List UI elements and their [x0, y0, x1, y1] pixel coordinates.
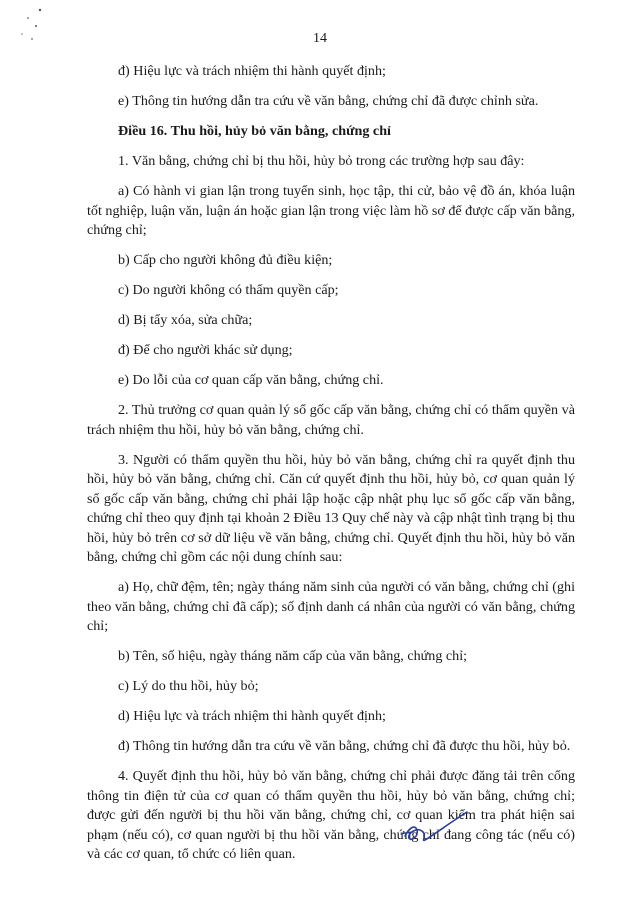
- paragraph: d) Hiệu lực và trách nhiệm thi hành quyết định;: [118, 708, 386, 724]
- initial-signature: [395, 806, 475, 856]
- paragraph: a) Họ, chữ đệm, tên; ngày tháng năm sinh của người có văn bằng, chứng chỉ (ghi theo văn bằng, chứng chỉ đã cấp); số định danh cá nhân của người có văn bằng, chứng chỉ;: [87, 579, 575, 634]
- paragraph: c) Lý do thu hồi, hủy bỏ;: [118, 678, 259, 694]
- paragraph: c) Do người không có thẩm quyền cấp;: [118, 282, 339, 298]
- paragraph: e) Do lỗi của cơ quan cấp văn bằng, chứng chỉ.: [118, 372, 384, 388]
- article-heading: Điều 16. Thu hồi, hủy bỏ văn bằng, chứng chỉ: [118, 123, 391, 139]
- paragraph: b) Cấp cho người không đủ điều kiện;: [118, 252, 333, 268]
- paragraph: d) Bị tẩy xóa, sửa chữa;: [118, 312, 253, 328]
- paragraph: đ) Để cho người khác sử dụng;: [118, 342, 293, 358]
- document-body: [87, 62, 575, 875]
- paragraph: 1. Văn bằng, chứng chỉ bị thu hồi, hủy bỏ trong các trường hợp sau đây:: [118, 153, 525, 169]
- page-number: 14: [313, 31, 327, 46]
- paragraph: đ) Thông tin hướng dẫn tra cứu về văn bằng, chứng chỉ đã được thu hồi, hủy bỏ.: [118, 738, 571, 754]
- paragraph: a) Có hành vi gian lận trong tuyển sinh, học tập, thi cử, bảo vệ đồ án, khóa luận tốt nghiệp, luận văn, luận án hoặc gian lận trong việc làm hồ sơ để được cấp văn bằng, chứng chỉ;: [87, 183, 575, 238]
- paragraph: b) Tên, số hiệu, ngày tháng năm cấp của văn bằng, chứng chỉ;: [118, 648, 468, 664]
- paragraph: 2. Thủ trưởng cơ quan quản lý sổ gốc cấp văn bằng, chứng chỉ có thẩm quyền và trách nhiệm thu hồi, hủy bỏ văn bằng, chứng chỉ.: [87, 402, 575, 438]
- paragraph: 4. Quyết định thu hồi, hủy bỏ văn bằng, chứng chỉ phải được đăng tải trên cổng thông tin điện tử của cơ quan có thẩm quyền thu hồi, hủy bỏ văn bằng, chứng chỉ; được gửi đến người bị thu hồi văn bằng, chứng chỉ, cơ quan kiểm tra phát hiện sai phạm (nếu có), cơ quan người bị thu hồi văn bằng, chứng chỉ đang công tác (nếu có) và các cơ quan, tổ chức có liên quan.: [87, 768, 575, 862]
- paragraph: 3. Người có thẩm quyền thu hồi, hủy bỏ văn bằng, chứng chỉ ra quyết định thu hồi, hủy bỏ văn bằng, chứng chỉ. Căn cứ quyết định thu hồi, hủy bỏ, cơ quan quản lý sổ gốc cấp văn bằng, chứng chỉ phải lập hoặc cập nhật phụ lục sổ gốc cấp văn bằng, chứng chỉ theo quy định tại khoản 2 Điều 13 Quy chế này và cập nhật tình trạng bị thu hồi, hủy bỏ trên cơ sở dữ liệu về văn bằng, chứng chỉ. Quyết định thu hồi, hủy bỏ văn bằng, chứng chỉ gồm các nội dung chính sau:: [87, 451, 575, 565]
- paragraph: đ) Hiệu lực và trách nhiệm thi hành quyết định;: [118, 63, 386, 79]
- paragraph: e) Thông tin hướng dẫn tra cứu về văn bằng, chứng chỉ đã được chỉnh sửa.: [118, 93, 539, 109]
